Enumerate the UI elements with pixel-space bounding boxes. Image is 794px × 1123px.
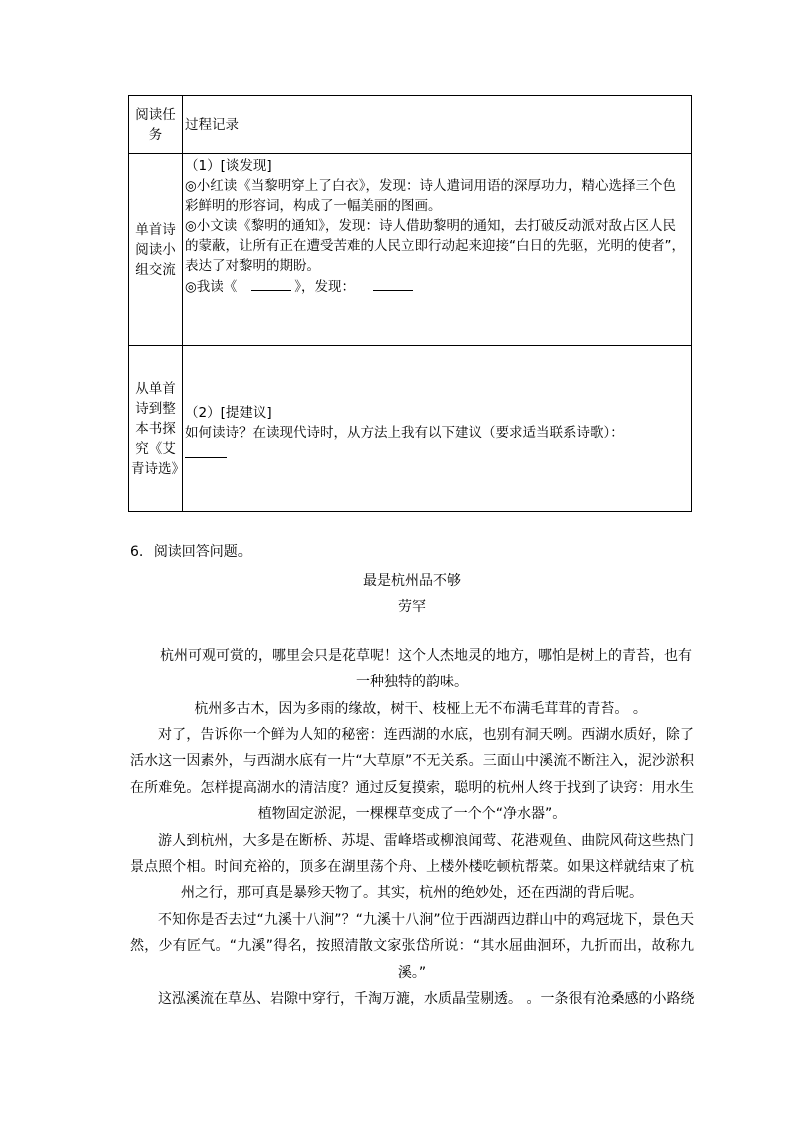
suggestion-answer-blank[interactable] bbox=[185, 443, 227, 458]
article-paragraph: 杭州多古木，因为多雨的缘故，树干、枝桠上无不布满毛茸茸的青苔。 。 bbox=[194, 700, 647, 717]
suggestion-question: 如何读诗？在读现代诗时，从方法上我有以下建议（要求适当联系诗歌）： bbox=[185, 425, 624, 441]
article-paragraph: 游人到杭州，大多是在断桥、苏堤、雷峰塔或柳浪闻莺、花港观鱼、曲院风荷这些热门景点照个相。时间充裕的，顶多在湖里荡个舟、上楼外楼吃顿杭帮菜。如果这样就结束了杭州之行，那可真是暴殄天物了。其实，杭州的绝妙处，还在西湖的背后呢。 bbox=[130, 832, 694, 902]
discovery-item-3-prefix: ◎我读《 bbox=[185, 279, 238, 295]
article bbox=[130, 568, 694, 1013]
article-paragraph: 对了，告诉你一个鲜为人知的秘密：连西湖的水底，也别有洞天咧。西湖水质好，除了活水这一因素外，与西湖水底有一片“大草原”不无关系。三面山中溪流不断注入，泥沙淤积在所难免。怎样提高湖水的清洁度？通过反复摸索，聪明的杭州人终于找到了诀窍：用水生植物固定淤泥，一棵棵草变成了一个个“净水器”。 bbox=[130, 727, 694, 823]
step-label-suggestion: （2）[提建议] bbox=[185, 405, 272, 421]
reading-task-table bbox=[128, 95, 692, 512]
question-prompt: 阅读回答问题。 bbox=[153, 544, 252, 560]
record-cell-suggestion bbox=[183, 346, 692, 512]
question-number: 6. bbox=[130, 544, 144, 560]
header-record-cell: 过程记录 bbox=[183, 96, 692, 154]
article-author: 劳罕 bbox=[398, 599, 426, 616]
table-header-row bbox=[129, 96, 692, 154]
discovery-answer-blank[interactable] bbox=[373, 276, 413, 291]
header-task-cell: 阅读任务 bbox=[129, 96, 183, 154]
poem-title-blank[interactable] bbox=[251, 276, 291, 291]
discovery-item-1: ◎小红读《当黎明穿上了白衣》，发现：诗人遣词用语的深厚功力，精心选择三个色彩鲜明的形容词，构成了一幅美丽的图画。 bbox=[185, 178, 677, 214]
article-paragraph: 不知你是否去过“九溪十八涧”？“九溪十八涧”位于西湖西边群山中的鸡冠垅下，景色天然，少有匠气。“九溪”得名，按照清散文家张岱所说：“其水屈曲洄环，九折而出，故称九溪。” bbox=[130, 911, 694, 981]
discovery-item-3 bbox=[185, 276, 687, 297]
table-row bbox=[129, 154, 692, 346]
record-cell-discovery bbox=[183, 154, 692, 346]
task-cell-single-poem: 单首诗阅读小组交流 bbox=[129, 154, 183, 346]
article-paragraph: 这泓溪流在草丛、岩隙中穿行，千淘万漉，水质晶莹剔透。 。一条很有沧桑感的小路绕 bbox=[158, 991, 695, 1008]
table-row bbox=[129, 346, 692, 512]
step-label-discovery: （1）[谈发现] bbox=[185, 158, 272, 174]
article-title: 最是杭州品不够 bbox=[363, 573, 461, 589]
discovery-item-2: ◎小文读《黎明的通知》，发现：诗人借助黎明的通知，去打破反动派对敌占区人民的蒙蔽，让所有正在遭受苦难的人民立即行动起来迎接“白日的先驱，光明的使者”，表达了对黎明的期盼。 bbox=[185, 218, 685, 274]
question-heading bbox=[130, 541, 252, 561]
article-paragraph: 杭州可观可赏的，哪里会只是花草呢！这个人杰地灵的地方，哪怕是树上的青苔，也有一种独特的韵味。 bbox=[160, 647, 692, 691]
suggestion-answer-line bbox=[185, 443, 687, 464]
discovery-item-3-suffix: 》，发现： bbox=[294, 279, 356, 295]
task-cell-whole-book: 从单首诗到整本书探究《艾青诗选》 bbox=[129, 346, 183, 512]
